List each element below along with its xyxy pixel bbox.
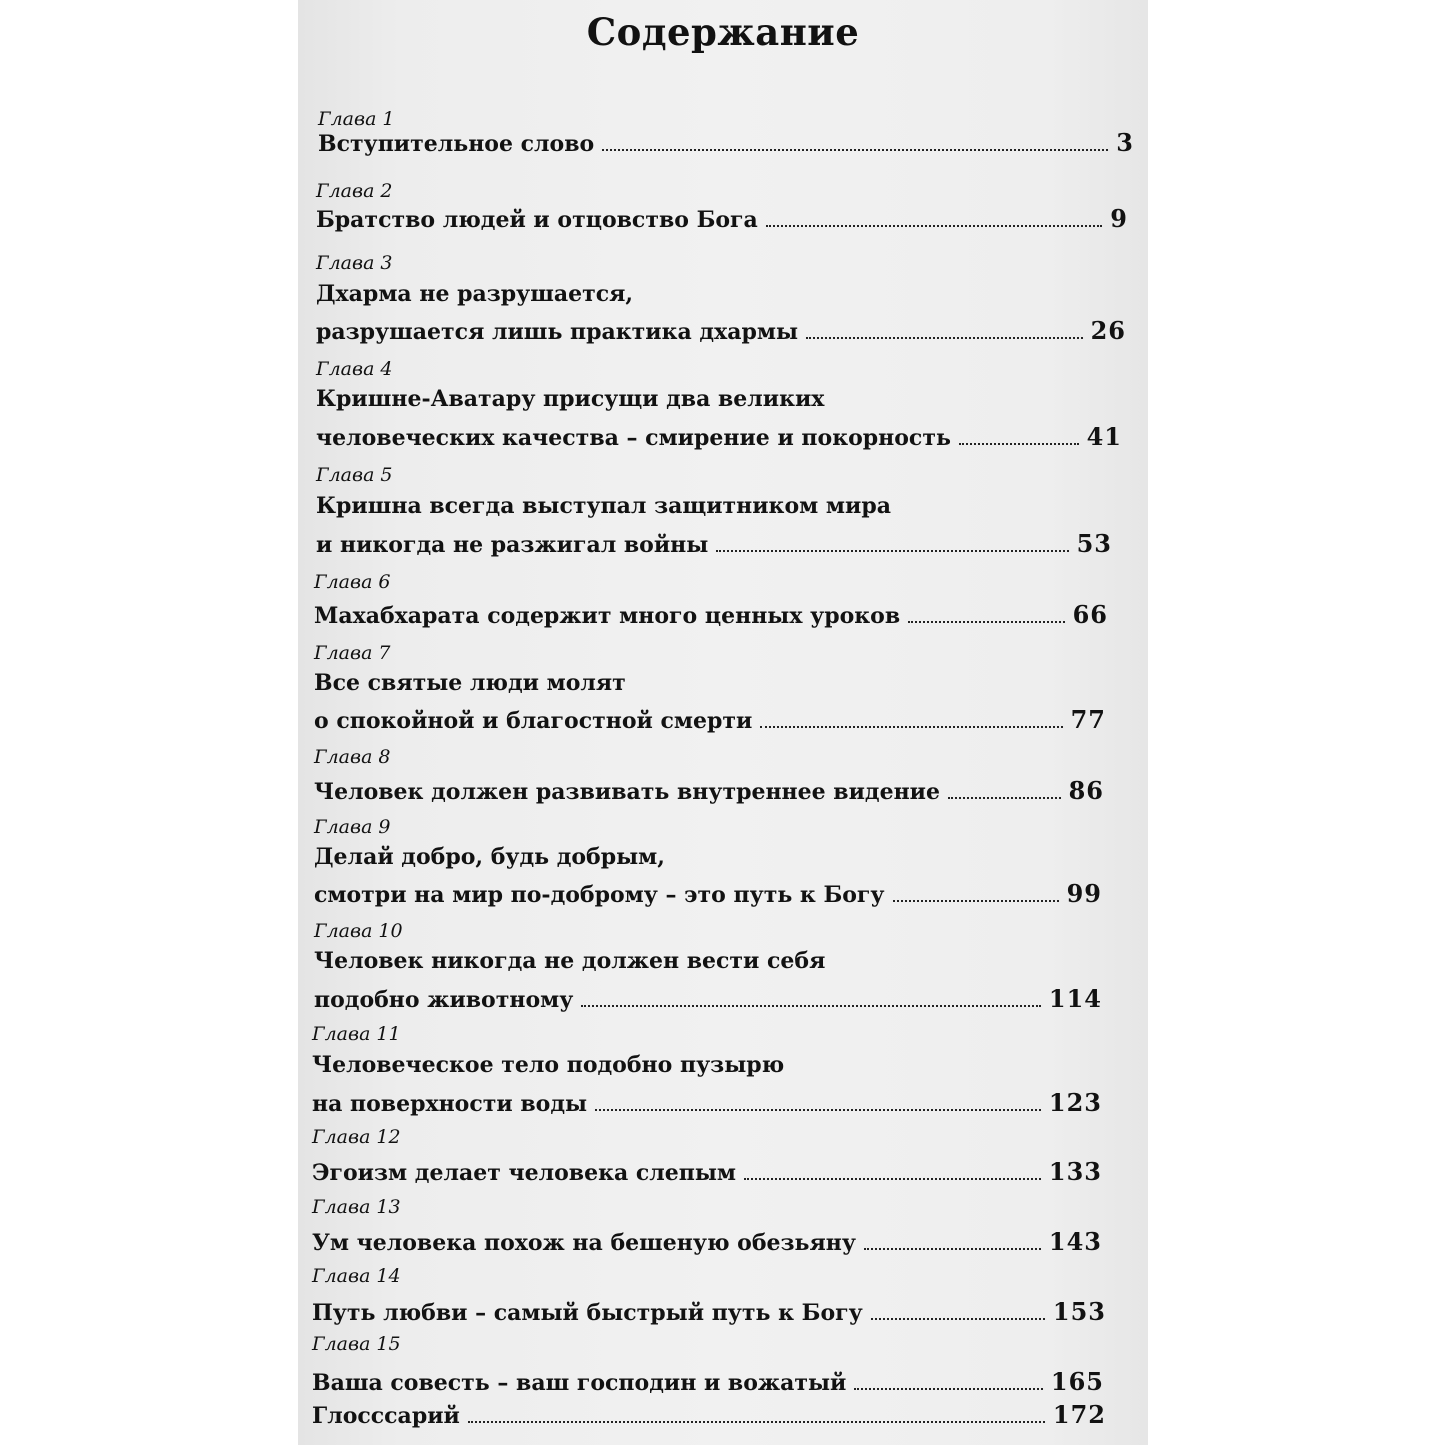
entry-title: Вступительное слово [318, 131, 595, 157]
page-number: 3 [1116, 128, 1134, 157]
toc-entry-7[interactable] [314, 704, 1106, 737]
toc-entry-13[interactable] [312, 1226, 1102, 1259]
entry-title: смотри на мир по-доброму – это путь к Богу [314, 882, 885, 908]
toc-entry-1[interactable] [318, 127, 1134, 160]
leader-dots [766, 225, 1103, 227]
toc-entry-2[interactable] [316, 203, 1128, 236]
chapter-label-12: Глава 12 [312, 1126, 401, 1148]
chapter-label-3: Глава 3 [316, 252, 393, 274]
chapter-label-4: Глава 4 [316, 358, 393, 380]
entry-title: человеческих качества – смирение и покорность [316, 425, 951, 451]
chapter-label-14: Глава 14 [312, 1265, 401, 1287]
page-number: 77 [1070, 705, 1106, 734]
toc-entry-4[interactable] [316, 421, 1122, 454]
toc-entry-4-line-1: Кришне-Аватару присущи два великих [316, 386, 825, 412]
chapter-label-5: Глава 5 [316, 464, 393, 486]
toc-entry-7-line-1: Все святые люди молят [314, 670, 626, 696]
leader-dots [959, 443, 1079, 445]
chapter-label-8: Глава 8 [314, 746, 391, 768]
toc-entry-glossary[interactable] [312, 1399, 1106, 1432]
page-number: 26 [1090, 316, 1126, 345]
toc-entry-8[interactable] [314, 775, 1104, 808]
chapter-label-6: Глава 6 [314, 571, 391, 593]
page-number: 99 [1066, 879, 1102, 908]
toc-entry-14[interactable] [312, 1296, 1106, 1329]
entry-title: Путь любви – самый быстрый путь к Богу [312, 1300, 863, 1326]
chapter-label-2: Глава 2 [316, 180, 393, 202]
page-number: 123 [1048, 1088, 1102, 1117]
page-number: 114 [1048, 984, 1102, 1013]
entry-title: подобно животному [314, 987, 574, 1013]
book-page [298, 0, 1148, 1445]
page-number: 66 [1072, 600, 1108, 629]
page-number: 9 [1110, 204, 1128, 233]
entry-title: Эгоизм делает человека слепым [312, 1160, 737, 1186]
page-number: 53 [1076, 529, 1112, 558]
toc-entry-10[interactable] [314, 983, 1102, 1016]
entry-title: разрушается лишь практика дхармы [316, 319, 799, 345]
toc-entry-3[interactable] [316, 315, 1126, 348]
entry-title: Махабхарата содержит много ценных уроков [314, 603, 901, 629]
leader-dots [581, 1005, 1041, 1007]
leader-dots [716, 550, 1068, 552]
page-number: 41 [1086, 422, 1122, 451]
leader-dots [760, 726, 1062, 728]
chapter-label-9: Глава 9 [314, 816, 391, 838]
leader-dots [948, 797, 1061, 799]
leader-dots [893, 900, 1059, 902]
leader-dots [806, 337, 1083, 339]
entry-title: на поверхности воды [312, 1091, 588, 1117]
leader-dots [595, 1109, 1041, 1111]
toc-entry-9[interactable] [314, 878, 1102, 911]
entry-title: Глоссcарий [312, 1403, 460, 1429]
leader-dots [864, 1248, 1041, 1250]
chapter-label-15: Глава 15 [312, 1333, 401, 1355]
chapter-label-1: Глава 1 [318, 108, 395, 130]
entry-title: Ваша совесть – ваш господин и вожатый [312, 1370, 847, 1396]
toc-entry-10-line-1: Человек никогда не должен вести себя [314, 948, 826, 974]
page-number: 153 [1052, 1297, 1106, 1326]
page-number: 143 [1048, 1227, 1102, 1256]
chapter-label-11: Глава 11 [312, 1023, 401, 1045]
chapter-label-10: Глава 10 [314, 920, 403, 942]
page-title: Содержание [586, 10, 860, 54]
toc-entry-3-line-1: Дхарма не разрушается, [316, 281, 634, 307]
entry-title: о спокойной и благостной смерти [314, 708, 753, 734]
leader-dots [744, 1178, 1041, 1180]
toc-entry-5[interactable] [316, 528, 1112, 561]
leader-dots [871, 1318, 1045, 1320]
toc-entry-6[interactable] [314, 599, 1108, 632]
toc-entry-9-line-1: Делай добро, будь добрым, [314, 844, 665, 870]
toc-entry-12[interactable] [312, 1156, 1102, 1189]
leader-dots [908, 621, 1064, 623]
toc-entry-5-line-1: Кришна всегда выступал защитником мира [316, 493, 891, 519]
entry-title: и никогда не разжигал войны [316, 532, 709, 558]
chapter-label-13: Глава 13 [312, 1196, 401, 1218]
page-number: 165 [1050, 1367, 1104, 1396]
toc-entry-11[interactable] [312, 1087, 1102, 1120]
page-number: 172 [1052, 1400, 1106, 1429]
entry-title: Ум человека похож на бешеную обезьяну [312, 1230, 856, 1256]
page-number: 133 [1048, 1157, 1102, 1186]
leader-dots [602, 149, 1108, 151]
leader-dots [854, 1388, 1043, 1390]
toc-entry-11-line-1: Человеческое тело подобно пузырю [312, 1052, 785, 1078]
leader-dots [468, 1421, 1045, 1423]
entry-title: Братство людей и отцовство Бога [316, 207, 758, 233]
entry-title: Человек должен развивать внутреннее видение [314, 779, 940, 805]
toc-entry-15[interactable] [312, 1366, 1104, 1399]
page-number: 86 [1068, 776, 1104, 805]
chapter-label-7: Глава 7 [314, 642, 391, 664]
